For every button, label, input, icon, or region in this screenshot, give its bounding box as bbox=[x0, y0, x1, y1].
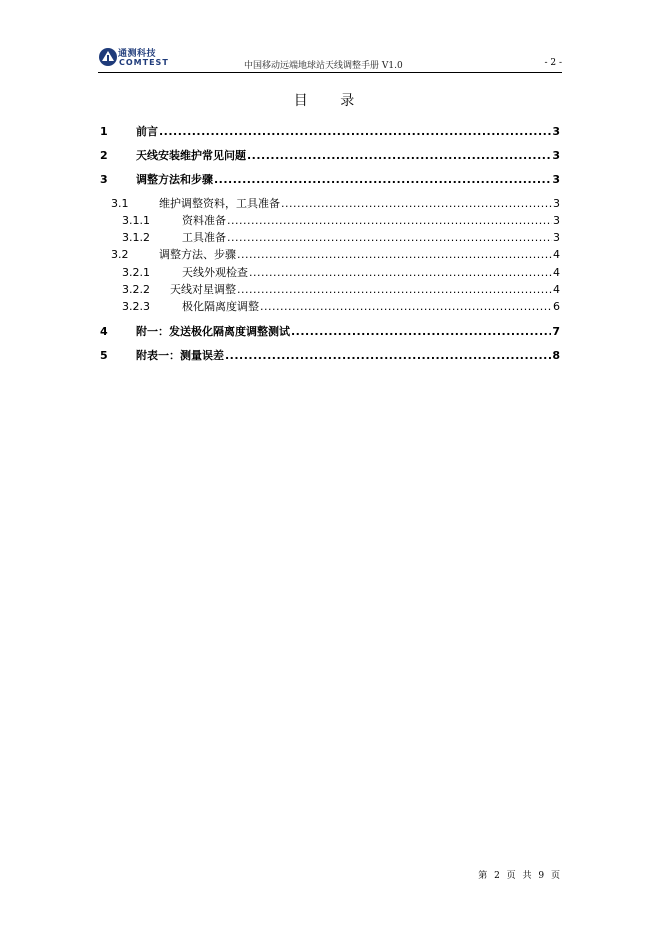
toc-entry-number: 3.2.3 bbox=[122, 300, 150, 313]
document-title: 中国移动远端地球站天线调整手册 V1.0 bbox=[244, 61, 403, 71]
toc-entry-number: 1 bbox=[100, 125, 108, 138]
toc-entry-number: 3.2 bbox=[111, 248, 129, 261]
toc-leader-dots bbox=[159, 125, 551, 138]
toc-leader-dots bbox=[247, 149, 551, 162]
toc-entry-text: 调整方法和步骤 bbox=[136, 173, 213, 186]
toc-entry-text: 天线外观检查 bbox=[182, 266, 248, 279]
toc-entry-page: 3 bbox=[552, 173, 560, 186]
toc-leader-dots bbox=[227, 231, 552, 244]
toc-entry-text: 极化隔离度调整 bbox=[182, 300, 259, 313]
toc-entry-page: 7 bbox=[552, 325, 560, 338]
toc-entry-page: 4 bbox=[553, 248, 560, 261]
toc-entry-text: 维护调整资料，工具准备 bbox=[159, 197, 280, 210]
toc-entry-page: 8 bbox=[552, 349, 560, 362]
toc-title: 目 录 bbox=[293, 93, 369, 109]
toc-entry-text: 天线对星调整 bbox=[170, 283, 236, 296]
toc-entry-number: 3.2.1 bbox=[122, 266, 150, 279]
toc-entry-page: 3 bbox=[553, 197, 560, 210]
logo-english-text: COMTEST bbox=[119, 58, 169, 67]
toc-entry[interactable] bbox=[111, 195, 560, 211]
toc-entry-page: 3 bbox=[553, 214, 560, 227]
toc-entry[interactable] bbox=[100, 347, 560, 363]
toc-entry[interactable] bbox=[100, 171, 560, 187]
company-logo bbox=[98, 46, 169, 70]
toc-entry-text: 工具准备 bbox=[182, 231, 226, 244]
toc-entry[interactable] bbox=[111, 246, 560, 262]
toc-entry-number: 4 bbox=[100, 325, 108, 338]
toc-entry-number: 2 bbox=[100, 149, 108, 162]
toc-entry-page: 4 bbox=[553, 283, 560, 296]
toc-leader-dots bbox=[281, 197, 552, 210]
toc-entry-number: 3.1.1 bbox=[122, 214, 150, 227]
toc-entry-page: 3 bbox=[552, 149, 560, 162]
toc-leader-dots bbox=[260, 300, 552, 313]
toc-leader-dots bbox=[237, 283, 552, 296]
toc-leader-dots bbox=[249, 266, 552, 279]
toc-entry-number: 3.1.2 bbox=[122, 231, 150, 244]
toc-entry-number: 3.2.2 bbox=[122, 283, 150, 296]
page-header bbox=[98, 44, 562, 73]
toc-leader-dots bbox=[237, 248, 552, 261]
header-page-number: - 2 - bbox=[544, 58, 562, 68]
toc-entry[interactable] bbox=[100, 147, 560, 163]
toc-leader-dots bbox=[227, 214, 552, 227]
toc-entry-text: 资料准备 bbox=[182, 214, 226, 227]
comtest-logo-icon bbox=[98, 47, 118, 67]
toc-entry[interactable] bbox=[100, 123, 560, 139]
toc-entry-number: 5 bbox=[100, 349, 108, 362]
toc-entry-text: 调整方法、步骤 bbox=[159, 248, 236, 261]
toc-entry[interactable] bbox=[122, 264, 560, 280]
toc-leader-dots bbox=[214, 173, 551, 186]
toc-entry[interactable] bbox=[100, 323, 560, 339]
toc-entry-number: 3 bbox=[100, 173, 108, 186]
logo-chinese-text: 通测科技 bbox=[118, 49, 157, 59]
toc-entry[interactable] bbox=[122, 229, 560, 245]
toc-entry-page: 3 bbox=[552, 125, 560, 138]
toc-entry-text: 附表一：测量误差 bbox=[136, 349, 224, 362]
toc-entry[interactable] bbox=[122, 212, 560, 228]
toc-leader-dots bbox=[291, 325, 551, 338]
toc-entry-number: 3.1 bbox=[111, 197, 129, 210]
toc-entry-page: 4 bbox=[553, 266, 560, 279]
toc-entry-text: 附一：发送极化隔离度调整测试 bbox=[136, 325, 290, 338]
toc-entry[interactable] bbox=[122, 298, 560, 314]
toc-entry-text: 天线安装维护常见问题 bbox=[136, 149, 246, 162]
toc-entry-text: 前言 bbox=[136, 125, 158, 138]
page-footer: 第 2 页 共 9 页 bbox=[478, 871, 562, 881]
toc-leader-dots bbox=[225, 349, 551, 362]
toc-entry-page: 3 bbox=[553, 231, 560, 244]
toc-entry-page: 6 bbox=[553, 300, 560, 313]
toc-entry[interactable] bbox=[122, 281, 560, 297]
